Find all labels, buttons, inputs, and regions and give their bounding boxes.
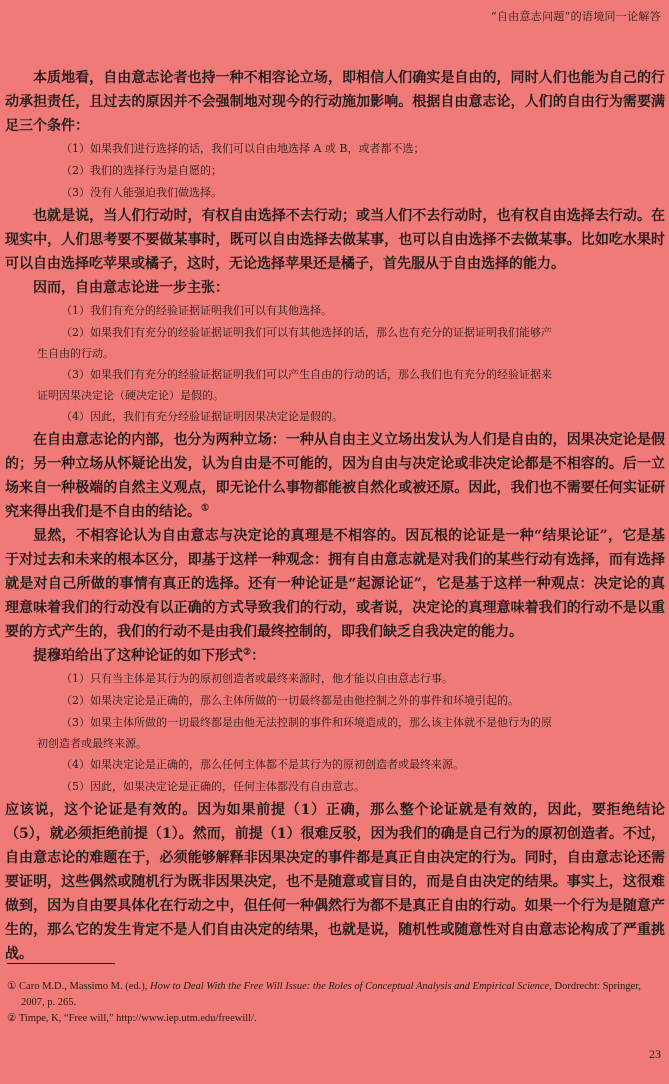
footnote-1 xyxy=(7,979,664,1011)
list2-item-2-line1: （2）如果我们有充分的经验证据证明我们可以有其他选择的话，那么也有充分的证据证明我们能够产 xyxy=(61,326,552,339)
paragraph-6-colon: ： xyxy=(251,648,266,664)
list3-item-1: （1）只有当主体是其行为的原初创造者或最终来源时，他才能以自由意志行事。 xyxy=(61,672,453,685)
paragraph-3: 因而，自由意志论进一步主张： xyxy=(33,280,229,296)
footnote-1-marker: ① xyxy=(7,981,17,992)
paragraph-4-text: 在自由意志论的内部，也分为两种立场：一种从自由主义立场出发认为人们是自由的，因果决定论是假的；另一种立场从怀疑论出发，认为自由是不可能的，因为自由与决定论或非决定论都是不相容的。后一立场来自一种极端的自然主义观点，即无论什么事物都能被自然化或被还原。因此，我们也不需要任何实证研究来得出我们是不自由的结论。 xyxy=(5,432,665,520)
list1-item-2: （2）我们的选择行为是自愿的； xyxy=(61,164,222,177)
list2-item-2-line2: 生自由的行动。 xyxy=(37,347,114,360)
list2-item-1: （1）我们有充分的经验证据证明我们可以有其他选择。 xyxy=(61,304,332,317)
footnote-2-text: Timpe, K, “Free will,” http://www.iep.utm.edu/freewill/. xyxy=(18,1013,257,1024)
list2-item-2 xyxy=(5,322,665,364)
footnote-1-title: How to Deal With the Free Will Issue: the Roles of Conceptual Analysis and Empirical Science xyxy=(150,981,550,992)
list3-item-4: （4）如果决定论是正确的，那么任何主体都不是其行为的原初创造者或最终来源。 xyxy=(61,758,464,771)
footnote-1-publisher: , Dordrecht: Springer, 2007, p. 265. xyxy=(21,981,641,1008)
list2-item-3-line2: 证明因果决定论（硬决定论）是假的。 xyxy=(37,389,224,402)
list3-item-5: （5）因此，如果决定论是正确的，任何主体都没有自由意志。 xyxy=(61,780,365,793)
paragraph-5: 显然，不相容论认为自由意志与决定论的真理是不相容的。因瓦根的论证是一种“结果论证”，它是基于对过去和未来的根本区分，即基于这样一种观念：拥有自由意志就是对我们的某些行动有选择，而有选择就是对自己所做的事情有真正的选择。还有一种论证是“起源论证”，它是基于这样一种观点：决定论的真理意味着我们的行动没有以正确的方式导致我们的行动，或者说，决定论的真理意味着我们的行动不是以重要的方式产生的，我们的行动不是由我们最终控制的，即我们缺乏自我决定的能力。 xyxy=(5,528,665,640)
footnote-1-authors: Caro M.D., Massimo M. (ed.), xyxy=(19,981,150,992)
paragraph-1: 本质地看，自由意志论者也持一种不相容论立场，即相信人们确实是自由的，同时人们也能为自己的行动承担责任，且过去的原因并不会强制地对现今的行动施加影响。根据自由意志论，人们的自由行为需要满足三个条件： xyxy=(5,70,665,134)
list3-item-3 xyxy=(5,712,665,754)
list2-item-3 xyxy=(5,364,665,406)
paragraph-6 xyxy=(5,644,665,668)
footnote-2 xyxy=(7,1011,664,1027)
footnote-2-marker: ② xyxy=(7,1013,17,1024)
main-text xyxy=(5,66,665,966)
footnote-divider xyxy=(7,963,115,964)
paragraph-6-text: 提穆珀给出了这种论证的如下形式 xyxy=(33,648,243,664)
list2-item-3-line1: （3）如果我们有充分的经验证据证明我们可以产生自由的行动的话，那么我们也有充分的经验证据来 xyxy=(61,368,552,381)
footnote-ref-2: ② xyxy=(243,647,252,658)
list1-item-1: （1）如果我们进行选择的话，我们可以自由地选择 A 或 B，或者都不选； xyxy=(61,142,425,155)
paragraph-4 xyxy=(5,428,665,524)
footnote-ref-1: ① xyxy=(201,503,210,514)
footnotes xyxy=(7,979,664,1027)
paragraph-2: 也就是说，当人们行动时，有权自由选择不去行动；或当人们不去行动时，也有权自由选择去行动。在现实中，人们思考要不要做某事时，既可以自由选择去做某事，也可以自由选择不去做某事。比如吃水果时可以自由选择吃苹果或橘子，这时，无论选择苹果还是橘子，首先服从于自由选择的能力。 xyxy=(5,208,665,272)
paragraph-7: 应该说，这个论证是有效的。因为如果前提（1）正确，那么整个论证就是有效的，因此，要拒绝结论（5），就必须拒绝前提（1）。然而，前提（1）很难反驳，因为我们的确是自己行为的原初创造者。不过，自由意志论的难题在于，必须能够解释非因果决定的事件都是真正自由决定的行为。同时，自由意志论还需要证明，这些偶然或随机行为既非因果决定，也不是随意或盲目的，而是自由决定的结果。事实上，这很难做到，因为自由要具体化在行动之中，但任何一种偶然行为都不是真正自由的行动。如果一个行为是随意产生的，那么它的发生肯定不是人们自由决定的结果，也就是说，随机性或随意性对自由意志论构成了严重挑战。 xyxy=(5,802,665,962)
list3-item-3-line2: 初创造者或最终来源。 xyxy=(37,737,147,750)
page-number: 23 xyxy=(649,1047,661,1061)
list3-item-2: （2）如果决定论是正确的，那么主体所做的一切最终都是由他控制之外的事件和环境引起的。 xyxy=(61,694,519,707)
list1-item-3: （3）没有人能强迫我们做选择。 xyxy=(61,186,222,199)
list2-item-4: （4）因此，我们有充分经验证据证明因果决定论是假的。 xyxy=(61,410,343,423)
list3-item-3-line1: （3）如果主体所做的一切最终都是由他无法控制的事件和环境造成的，那么该主体就不是他行为的原 xyxy=(61,716,552,729)
running-header: “自由意志问题”的语境同一论解答 xyxy=(490,10,661,23)
